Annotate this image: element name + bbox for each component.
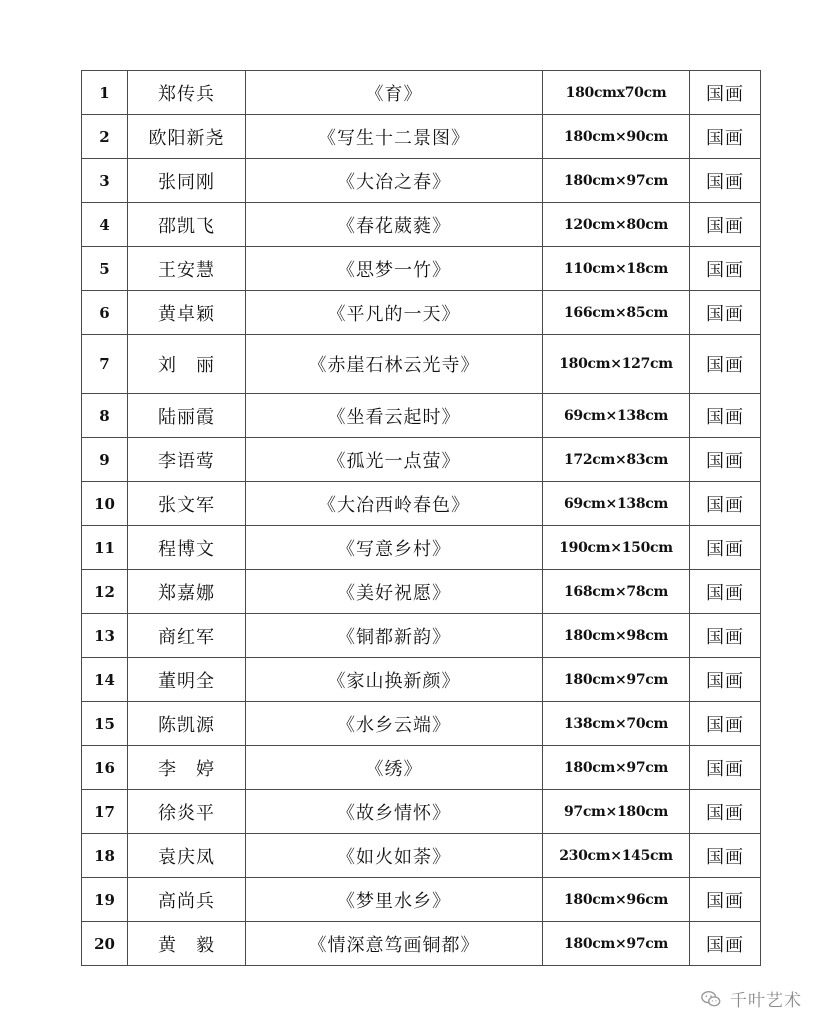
artwork-type: 国画	[690, 658, 761, 702]
artwork-size: 180cm×97cm	[543, 746, 690, 790]
artist-name: 陆丽霞	[128, 394, 246, 438]
artist-name: 陈凯源	[128, 702, 246, 746]
artwork-size: 110cm×18cm	[543, 247, 690, 291]
row-number: 11	[82, 526, 128, 570]
artwork-title: 《梦里水乡》	[246, 878, 543, 922]
watermark-text: 千叶艺术	[730, 991, 802, 1011]
artwork-type: 国画	[690, 115, 761, 159]
row-number: 15	[82, 702, 128, 746]
artwork-title: 《赤崖石林云光寺》	[246, 335, 543, 394]
artwork-type: 国画	[690, 526, 761, 570]
artist-name: 高尚兵	[128, 878, 246, 922]
artist-name: 徐炎平	[128, 790, 246, 834]
table-row	[82, 115, 761, 159]
artist-name: 黄卓颖	[128, 291, 246, 335]
artwork-type: 国画	[690, 570, 761, 614]
artist-name: 李语莺	[128, 438, 246, 482]
artist-name: 张文军	[128, 482, 246, 526]
row-number: 13	[82, 614, 128, 658]
artwork-title: 《坐看云起时》	[246, 394, 543, 438]
row-number: 16	[82, 746, 128, 790]
row-number: 20	[82, 922, 128, 966]
table-row	[82, 482, 761, 526]
table-row	[82, 658, 761, 702]
row-number: 6	[82, 291, 128, 335]
row-number: 10	[82, 482, 128, 526]
table-row	[82, 247, 761, 291]
artist-name: 郑嘉娜	[128, 570, 246, 614]
artwork-size: 168cm×78cm	[543, 570, 690, 614]
table-row	[82, 394, 761, 438]
artist-name: 黄 毅	[128, 922, 246, 966]
table-row	[82, 291, 761, 335]
artwork-title: 《情深意笃画铜都》	[246, 922, 543, 966]
artist-name: 董明全	[128, 658, 246, 702]
artwork-title: 《大冶西岭春色》	[246, 482, 543, 526]
artwork-title: 《写生十二景图》	[246, 115, 543, 159]
artwork-size: 180cm×98cm	[543, 614, 690, 658]
row-number: 14	[82, 658, 128, 702]
artwork-type: 国画	[690, 482, 761, 526]
row-number: 5	[82, 247, 128, 291]
row-number: 7	[82, 335, 128, 394]
artwork-title: 《大冶之春》	[246, 159, 543, 203]
artwork-type: 国画	[690, 790, 761, 834]
table-row	[82, 203, 761, 247]
artwork-type: 国画	[690, 335, 761, 394]
artwork-size: 69cm×138cm	[543, 482, 690, 526]
artwork-size: 180cm×97cm	[543, 159, 690, 203]
artwork-type: 国画	[690, 159, 761, 203]
artwork-title: 《铜都新韵》	[246, 614, 543, 658]
artwork-type: 国画	[690, 203, 761, 247]
artwork-title: 《水乡云端》	[246, 702, 543, 746]
table-row	[82, 71, 761, 115]
artist-name: 李 婷	[128, 746, 246, 790]
artwork-type: 国画	[690, 702, 761, 746]
artwork-size: 172cm×83cm	[543, 438, 690, 482]
artist-name: 郑传兵	[128, 71, 246, 115]
row-number: 1	[82, 71, 128, 115]
artwork-title: 《春花葳蕤》	[246, 203, 543, 247]
artist-name: 张同刚	[128, 159, 246, 203]
artwork-type: 国画	[690, 614, 761, 658]
row-number: 19	[82, 878, 128, 922]
artwork-title: 《如火如荼》	[246, 834, 543, 878]
artwork-type: 国画	[690, 247, 761, 291]
artwork-size: 166cm×85cm	[543, 291, 690, 335]
row-number: 18	[82, 834, 128, 878]
artwork-type: 国画	[690, 438, 761, 482]
artwork-type: 国画	[690, 394, 761, 438]
row-number: 17	[82, 790, 128, 834]
row-number: 8	[82, 394, 128, 438]
table-row	[82, 159, 761, 203]
table-row	[82, 922, 761, 966]
artwork-size: 180cm×90cm	[543, 115, 690, 159]
artwork-size: 180cmx70cm	[543, 71, 690, 115]
table-row	[82, 746, 761, 790]
row-number: 4	[82, 203, 128, 247]
artwork-title: 《思梦一竹》	[246, 247, 543, 291]
artwork-size: 180cm×96cm	[543, 878, 690, 922]
artist-name: 商红军	[128, 614, 246, 658]
artwork-size: 230cm×145cm	[543, 834, 690, 878]
row-number: 3	[82, 159, 128, 203]
table-row	[82, 526, 761, 570]
table-row	[82, 335, 761, 394]
artwork-size: 180cm×97cm	[543, 658, 690, 702]
artwork-title: 《家山换新颜》	[246, 658, 543, 702]
artwork-size: 190cm×150cm	[543, 526, 690, 570]
artwork-title: 《故乡情怀》	[246, 790, 543, 834]
table-row	[82, 834, 761, 878]
table-row	[82, 878, 761, 922]
table-row	[82, 570, 761, 614]
artwork-type: 国画	[690, 834, 761, 878]
artwork-size: 180cm×97cm	[543, 922, 690, 966]
wechat-icon	[700, 988, 722, 1010]
artwork-type: 国画	[690, 922, 761, 966]
artwork-size: 97cm×180cm	[543, 790, 690, 834]
artwork-title: 《育》	[246, 71, 543, 115]
artist-name: 程博文	[128, 526, 246, 570]
artwork-list-table	[81, 70, 761, 966]
artwork-type: 国画	[690, 291, 761, 335]
artist-name: 袁庆凤	[128, 834, 246, 878]
artwork-type: 国画	[690, 746, 761, 790]
artwork-title: 《写意乡村》	[246, 526, 543, 570]
artist-name: 邵凯飞	[128, 203, 246, 247]
artwork-title: 《平凡的一天》	[246, 291, 543, 335]
table-body	[82, 71, 761, 966]
artist-name: 王安慧	[128, 247, 246, 291]
artwork-size: 120cm×80cm	[543, 203, 690, 247]
artwork-size: 138cm×70cm	[543, 702, 690, 746]
artwork-type: 国画	[690, 878, 761, 922]
artwork-title: 《绣》	[246, 746, 543, 790]
artist-name: 欧阳新尧	[128, 115, 246, 159]
table-row	[82, 438, 761, 482]
row-number: 9	[82, 438, 128, 482]
table-row	[82, 614, 761, 658]
artwork-size: 69cm×138cm	[543, 394, 690, 438]
artwork-title: 《美好祝愿》	[246, 570, 543, 614]
artwork-size: 180cm×127cm	[543, 335, 690, 394]
artwork-title: 《孤光一点萤》	[246, 438, 543, 482]
watermark	[700, 986, 802, 1011]
row-number: 2	[82, 115, 128, 159]
table-row	[82, 702, 761, 746]
artwork-type: 国画	[690, 71, 761, 115]
artist-name: 刘 丽	[128, 335, 246, 394]
row-number: 12	[82, 570, 128, 614]
table-row	[82, 790, 761, 834]
